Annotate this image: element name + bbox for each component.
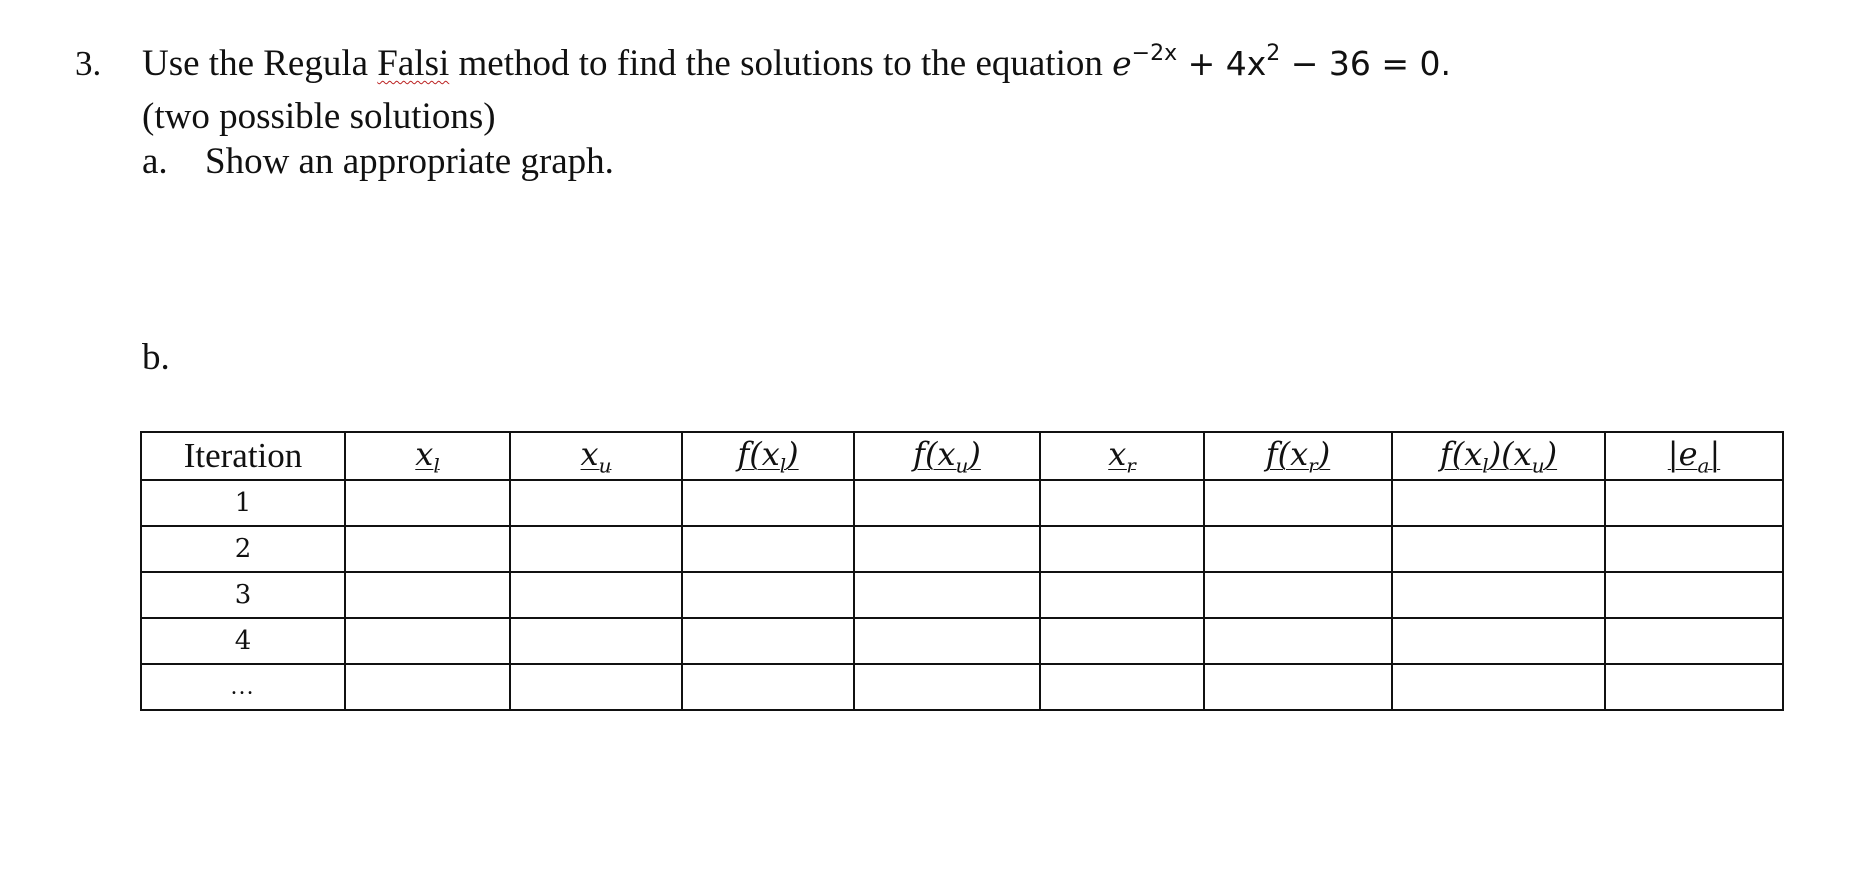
table-cell (345, 664, 510, 710)
header-f-xr: $f(x_r)$ (1204, 432, 1392, 480)
equation-term: + 4x (1177, 44, 1267, 83)
table-cell (682, 572, 854, 618)
part-a-label: a. (142, 141, 168, 182)
header-f-xu: $f(x_u)$ (854, 432, 1040, 480)
table-cell (1392, 480, 1605, 526)
table-cell (1605, 526, 1783, 572)
equation-tail: − 36 = 0. (1280, 44, 1451, 83)
table-cell (682, 664, 854, 710)
table-cell (1605, 618, 1783, 664)
table-cell (510, 618, 682, 664)
header-xl: $x_l$ (345, 432, 510, 480)
table-cell (510, 664, 682, 710)
table-cell (510, 526, 682, 572)
header-f-xl-xu: $f(x_l)(x_u)$ (1392, 432, 1605, 480)
header-f-xl: $f(x_l)$ (682, 432, 854, 480)
table-cell (345, 572, 510, 618)
table-cell (854, 618, 1040, 664)
table-cell (345, 480, 510, 526)
table-cell (1392, 618, 1605, 664)
table-row (141, 618, 1783, 664)
question-subtext: (two possible solutions) (142, 96, 496, 137)
part-a (142, 140, 614, 183)
table-cell (854, 572, 1040, 618)
question-text-start: Use the Regula (142, 43, 378, 84)
iteration-number: 4 (141, 618, 345, 664)
table-cell (1204, 618, 1392, 664)
part-a-text: Show an appropriate graph. (205, 141, 614, 182)
iteration-number: 2 (141, 526, 345, 572)
table-cell (1204, 664, 1392, 710)
header-xu: $x_u$ (510, 432, 682, 480)
table-row (141, 480, 1783, 526)
table-cell (510, 480, 682, 526)
table-cell (345, 526, 510, 572)
table-row (141, 664, 1783, 710)
table-cell (510, 572, 682, 618)
equation-base: e (1112, 44, 1132, 83)
table-cell (1392, 664, 1605, 710)
part-b-label: b. (142, 337, 170, 378)
question-text-end: method to find the solutions to the equation (449, 43, 1113, 84)
table-cell (682, 480, 854, 526)
table-cell (854, 664, 1040, 710)
table-cell (1040, 526, 1204, 572)
table-cell (1040, 572, 1204, 618)
table-cell (682, 618, 854, 664)
question-number: 3. (75, 44, 102, 83)
table-row (141, 572, 1783, 618)
table-cell (682, 526, 854, 572)
table-cell (1204, 480, 1392, 526)
table-cell (1605, 664, 1783, 710)
table-cell (1605, 572, 1783, 618)
iteration-table (140, 431, 1784, 711)
equation-exponent-2: 2 (1266, 41, 1281, 66)
iteration-number: 3 (141, 572, 345, 618)
equation (1112, 41, 1451, 83)
header-iteration: Iteration (141, 432, 345, 480)
table-cell (1204, 526, 1392, 572)
table-header-row (141, 432, 1783, 480)
table-row (141, 526, 1783, 572)
table-cell (1392, 526, 1605, 572)
header-ea: $|e_a|$ (1605, 432, 1783, 480)
table-cell (1040, 664, 1204, 710)
table-cell (1040, 480, 1204, 526)
table-cell (1040, 618, 1204, 664)
table-cell (1392, 572, 1605, 618)
spellcheck-word: Falsi (377, 43, 450, 84)
iteration-ellipsis: … (141, 664, 345, 710)
header-xr: $x_r$ (1040, 432, 1204, 480)
question-line (75, 41, 1451, 85)
table-cell (854, 526, 1040, 572)
table-cell (345, 618, 510, 664)
table-cell (854, 480, 1040, 526)
table-cell (1605, 480, 1783, 526)
table-cell (1204, 572, 1392, 618)
iteration-number: 1 (141, 480, 345, 526)
equation-exponent: −2x (1131, 41, 1178, 66)
